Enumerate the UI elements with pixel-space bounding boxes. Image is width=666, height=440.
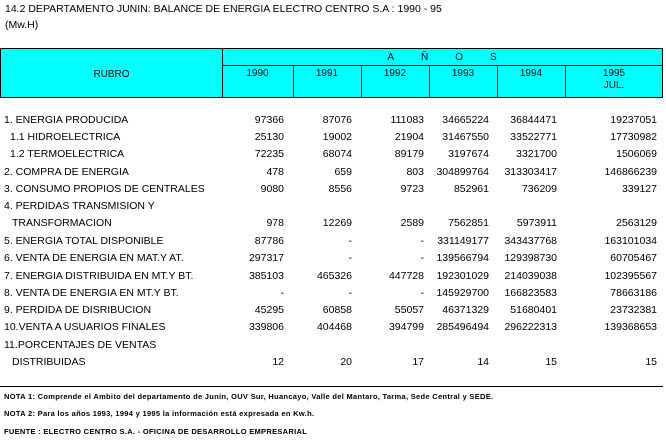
cell-1990: 25130: [254, 131, 284, 143]
cell-1991: 465326: [316, 270, 352, 282]
table-row: [0, 321, 663, 338]
cell-1992: 17: [412, 356, 424, 368]
year-header-1990: 1990: [246, 68, 269, 79]
cell-1995: 139368653: [604, 321, 657, 333]
cell-1991: 60858: [322, 304, 352, 316]
row-label: 10.VENTA A USUARIOS FINALES: [4, 321, 166, 333]
cell-1991: -: [348, 235, 352, 247]
cell-1993: 3197674: [448, 148, 489, 160]
year-header-1995: [565, 68, 663, 92]
source-note: FUENTE : ELECTRO CENTRO S.A. - OFICINA DE DESARROLLO EMPRESARIAL: [4, 427, 308, 436]
cell-1992: 89179: [394, 148, 424, 160]
year-header-1992: 1992: [383, 68, 407, 79]
note-1: NOTA 1: Comprende el Ambito del departamento de Junín, OUV Sur, Huancayo, Valle del Mantaro, Tarma, Sede Central y SEDE.: [4, 392, 494, 401]
table-row: [0, 166, 663, 183]
cell-1993: 34665224: [442, 114, 489, 126]
cell-1992: -: [420, 252, 424, 264]
row-label: 4. PERDIDAS TRANSMISION Y: [4, 200, 155, 212]
cell-1995: 78663186: [610, 287, 657, 299]
cell-1990: 72235: [254, 148, 284, 160]
cell-1993: 31467550: [442, 131, 489, 143]
cell-1993: 852961: [453, 183, 489, 195]
cell-1990: -: [280, 287, 284, 299]
cell-1992: 803: [406, 166, 424, 178]
cell-1993: 14: [477, 356, 489, 368]
year-header-1995-label: 1995: [602, 68, 626, 79]
cell-1994: 3321700: [516, 148, 557, 160]
cell-1990: 478: [266, 166, 284, 178]
table-row: [0, 148, 663, 165]
cell-1991: 19002: [322, 131, 352, 143]
cell-1991: -: [348, 287, 352, 299]
cell-1992: -: [420, 235, 424, 247]
cell-1990: 339806: [248, 321, 284, 333]
table-row: [0, 304, 663, 321]
row-label: 2. COMPRA DE ENERGIA: [4, 166, 129, 178]
notes-divider: [0, 386, 663, 387]
cell-1991: 20: [340, 356, 352, 368]
table-row: [0, 356, 663, 373]
cell-1991: 12269: [322, 217, 352, 229]
cell-1995: 102395567: [604, 270, 657, 282]
cell-1991: 404468: [316, 321, 352, 333]
cell-1994: 313303417: [504, 166, 557, 178]
unit-label: (Mw.H): [5, 19, 39, 31]
cell-1993: 145929700: [436, 287, 489, 299]
note-2: NOTA 2: Para los años 1993, 1994 y 1995 la información está expresada en Kw.h.: [4, 409, 315, 418]
cell-1991: 8556: [328, 183, 352, 195]
table-row: [0, 183, 663, 200]
cell-1994: 15: [545, 356, 557, 368]
cell-1993: 139566794: [436, 252, 489, 264]
cell-1990: 297317: [248, 252, 284, 264]
cell-1990: 87786: [254, 235, 284, 247]
year-header-1991: 1991: [315, 68, 339, 79]
cell-1992: 447728: [388, 270, 424, 282]
cell-1990: 978: [266, 217, 284, 229]
row-label: 9. PERDIDA DE DISRIBUCION: [4, 304, 152, 316]
cell-1995: 15: [645, 356, 657, 368]
cell-1990: 385103: [248, 270, 284, 282]
header-rule: [222, 65, 662, 66]
row-label: 5. ENERGIA TOTAL DISPONIBLE: [4, 235, 164, 247]
table-row: [0, 217, 663, 234]
cell-1992: 21904: [394, 131, 424, 143]
cell-1995: 60705467: [610, 252, 657, 264]
row-label: 1.1 HIDROELECTRICA: [10, 131, 121, 143]
cell-1994: 36844471: [510, 114, 557, 126]
cell-1991: -: [348, 252, 352, 264]
cell-1992: 2589: [400, 217, 424, 229]
table-row: [0, 114, 663, 131]
cell-1994: 343437768: [504, 235, 557, 247]
cell-1995: 2563129: [616, 217, 657, 229]
row-label: 3. CONSUMO PROPIOS DE CENTRALES: [4, 183, 205, 195]
cell-1994: 51680401: [510, 304, 557, 316]
cell-1992: 394799: [388, 321, 424, 333]
row-label: 1. ENERGIA PRODUCIDA: [4, 114, 129, 126]
cell-1994: 166823583: [504, 287, 557, 299]
cell-1992: 111083: [390, 114, 424, 126]
cell-1992: 9723: [400, 183, 424, 195]
cell-1990: 97366: [254, 114, 284, 126]
row-label: DISTRIBUIDAS: [12, 356, 86, 368]
cell-1993: 304899764: [436, 166, 489, 178]
cell-1995: 146866239: [604, 166, 657, 178]
cell-1994: 129398730: [504, 252, 557, 264]
table-row: [0, 270, 663, 287]
table-row: [0, 235, 663, 252]
table-header: [0, 48, 663, 98]
cell-1990: 45295: [254, 304, 284, 316]
table-row: [0, 252, 663, 269]
cell-1995: 1506069: [616, 148, 657, 160]
row-label: 7. ENERGIA DISTRIBUIDA EN MT.Y BT.: [4, 270, 194, 282]
cell-1993: 285496494: [436, 321, 489, 333]
cell-1995: 163101034: [604, 235, 657, 247]
row-label: 1.2 TERMOELECTRICA: [10, 148, 125, 160]
cell-1992: 55057: [394, 304, 424, 316]
cell-1995: 17730982: [610, 131, 657, 143]
cell-1990: 9080: [260, 183, 284, 195]
cell-1991: 87076: [322, 114, 352, 126]
cell-1993: 331149177: [437, 235, 489, 247]
cell-1995: 339127: [621, 183, 657, 195]
table-row: [0, 287, 663, 304]
cell-1994: 736209: [521, 183, 557, 195]
table-row: [0, 131, 663, 148]
cell-1994: 33522771: [510, 131, 557, 143]
cell-1993: 46371329: [442, 304, 489, 316]
year-header-1995-note: JUL.: [603, 80, 625, 91]
cell-1994: 5973911: [516, 217, 557, 229]
row-label: 11.PORCENTAJES DE VENTAS: [4, 339, 157, 351]
row-label: TRANSFORMACION: [12, 217, 112, 229]
table-row: [0, 339, 663, 356]
cell-1994: 214039038: [504, 270, 557, 282]
cell-1990: 12: [272, 356, 284, 368]
cell-1993: 7562851: [448, 217, 489, 229]
page-title: 14.2 DEPARTAMENTO JUNIN: BALANCE DE ENERGIA ELECTRO CENTRO S.A : 1990 - 95: [5, 3, 442, 15]
rubro-header: RUBRO: [93, 69, 130, 80]
year-header-1993: 1993: [451, 68, 475, 79]
cell-1995: 19237051: [610, 114, 657, 126]
cell-1991: 659: [334, 166, 352, 178]
row-label: 6. VENTA DE ENERGIA EN MAT.Y AT.: [4, 252, 184, 264]
year-header-1994: 1994: [519, 68, 543, 79]
cell-1992: -: [420, 287, 424, 299]
cell-1994: 296222313: [504, 321, 557, 333]
cell-1995: 23732381: [610, 304, 657, 316]
anos-header: AÑOS: [387, 52, 524, 63]
table-row: [0, 200, 663, 217]
row-label: 8. VENTA DE ENERGIA EN MT.Y BT.: [4, 287, 179, 299]
cell-1991: 68074: [322, 148, 352, 160]
cell-1993: 192301029: [436, 270, 489, 282]
